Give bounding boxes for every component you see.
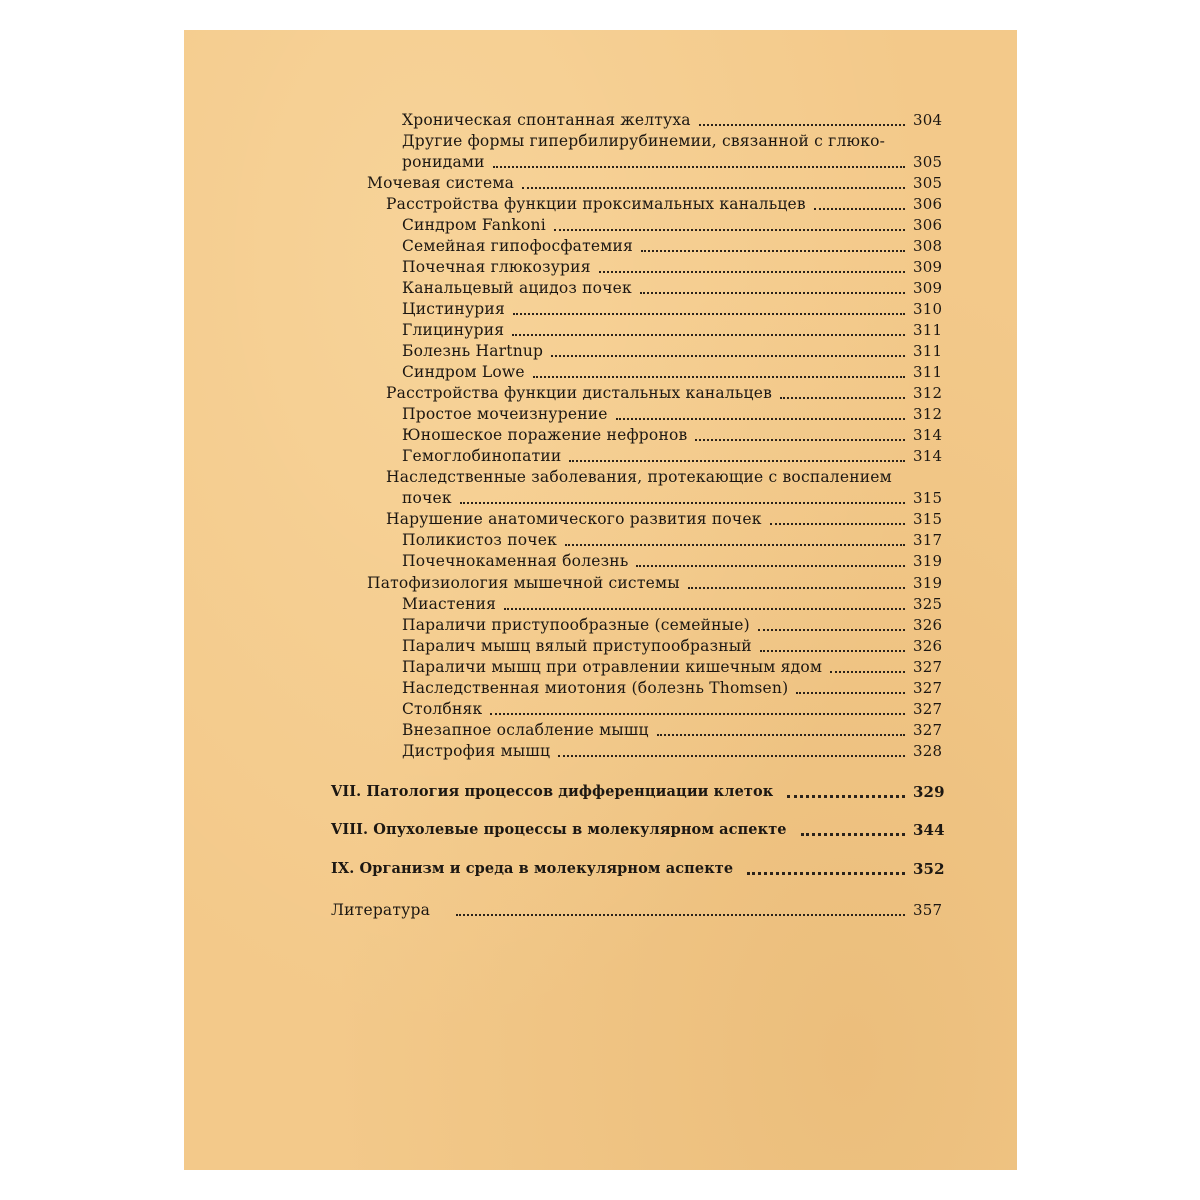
dot-leader bbox=[796, 691, 905, 694]
toc-entry-title: ронидами bbox=[402, 153, 485, 171]
toc-entry-title: Наследственные заболевания, протекающие с воспалением bbox=[386, 468, 892, 486]
dot-leader bbox=[533, 375, 905, 378]
toc-entry-page: 305 bbox=[913, 153, 943, 171]
toc-entry-title: Другие формы гипербилирубинемии, связанной с глюко- bbox=[402, 132, 886, 150]
toc-entry-page: 325 bbox=[913, 595, 943, 613]
dot-leader bbox=[801, 832, 905, 836]
toc-entry bbox=[402, 152, 949, 172]
toc-entry-title: Канальцевый ацидоз почек bbox=[402, 279, 632, 297]
toc-entry-page: 326 bbox=[913, 637, 943, 655]
table-of-contents bbox=[184, 30, 1017, 1170]
dot-leader bbox=[699, 123, 905, 126]
toc-entry-title: Простое мочеизнурение bbox=[402, 405, 608, 423]
toc-entry bbox=[402, 341, 949, 361]
toc-references bbox=[331, 900, 949, 920]
toc-entry bbox=[402, 320, 949, 340]
dot-leader bbox=[688, 586, 905, 589]
toc-entry bbox=[402, 678, 949, 698]
dot-leader bbox=[657, 733, 905, 736]
dot-leader bbox=[599, 270, 905, 273]
toc-references-page: 357 bbox=[913, 901, 943, 919]
toc-entry-title: Наследственная миотония (болезнь Thomsen) bbox=[402, 679, 789, 697]
toc-chapter bbox=[331, 859, 949, 879]
toc-entry-title: Цистинурия bbox=[402, 300, 505, 318]
toc-entry-title: Миастения bbox=[402, 595, 497, 613]
dot-leader bbox=[780, 396, 905, 399]
dot-leader bbox=[554, 228, 905, 231]
toc-entry-page: 314 bbox=[913, 426, 943, 444]
toc-entry-page: 327 bbox=[913, 658, 943, 676]
toc-entry bbox=[402, 215, 949, 235]
toc-entry-title: Дистрофия мышц bbox=[402, 742, 551, 760]
toc-entry-title: Расстройства функции проксимальных канальцев bbox=[386, 195, 806, 213]
toc-entry-page: 328 bbox=[913, 742, 943, 760]
toc-entry-title: Поликистоз почек bbox=[402, 531, 557, 549]
dot-leader bbox=[493, 165, 905, 168]
toc-chapter bbox=[331, 782, 949, 802]
toc-entry-title: Внезапное ослабление мышц bbox=[402, 721, 649, 739]
toc-entry bbox=[402, 594, 949, 614]
toc-entry-title: Хроническая спонтанная желтуха bbox=[402, 111, 691, 129]
toc-entry-title: Мочевая система bbox=[367, 174, 515, 192]
toc-chapter-page: 344 bbox=[913, 821, 945, 839]
toc-entry-page: 315 bbox=[913, 489, 943, 507]
toc-chapter-title: VIII. Опухолевые процессы в молекулярном аспекте bbox=[331, 821, 787, 838]
toc-entry bbox=[402, 236, 949, 256]
toc-chapter-page: 352 bbox=[913, 860, 945, 878]
toc-entry bbox=[402, 720, 949, 740]
toc-entry-page: 312 bbox=[913, 405, 943, 423]
toc-entry bbox=[386, 467, 949, 487]
toc-entry-page: 327 bbox=[913, 700, 943, 718]
toc-entry-page: 315 bbox=[913, 510, 943, 528]
toc-references-title: Литература bbox=[331, 901, 431, 919]
dot-leader bbox=[558, 754, 905, 757]
toc-entry bbox=[386, 383, 949, 403]
toc-entry-title: Синдром Lowe bbox=[402, 363, 525, 381]
toc-entry-page: 304 bbox=[913, 111, 943, 129]
dot-leader bbox=[460, 501, 905, 504]
dot-leader bbox=[830, 670, 905, 673]
dot-leader bbox=[695, 438, 905, 441]
toc-entry-title: Паралич мышц вялый приступообразный bbox=[402, 637, 752, 655]
toc-entry bbox=[402, 446, 949, 466]
dot-leader bbox=[814, 207, 905, 210]
dot-leader bbox=[522, 186, 905, 189]
toc-entry bbox=[402, 657, 949, 677]
dot-leader bbox=[636, 564, 905, 567]
dot-leader bbox=[551, 354, 905, 357]
toc-entry bbox=[402, 741, 949, 761]
dot-leader bbox=[616, 417, 905, 420]
dot-leader bbox=[569, 459, 905, 462]
dot-leader bbox=[787, 794, 905, 798]
toc-entry bbox=[402, 425, 949, 445]
toc-entry-page: 309 bbox=[913, 258, 943, 276]
toc-entry bbox=[367, 173, 949, 193]
toc-chapter bbox=[331, 820, 949, 840]
dot-leader bbox=[504, 607, 905, 610]
toc-entry-page: 327 bbox=[913, 721, 943, 739]
toc-entry bbox=[386, 509, 949, 529]
toc-entry bbox=[402, 362, 949, 382]
dot-leader bbox=[760, 649, 905, 652]
toc-entry-title: Нарушение анатомического развития почек bbox=[386, 510, 762, 528]
toc-entry-page: 314 bbox=[913, 447, 943, 465]
toc-entry-page: 310 bbox=[913, 300, 943, 318]
toc-entry-title: Семейная гипофосфатемия bbox=[402, 237, 634, 255]
toc-entry-title: Синдром Fankoni bbox=[402, 216, 546, 234]
toc-entry bbox=[402, 257, 949, 277]
toc-entry-title: Параличи приступообразные (семейные) bbox=[402, 616, 750, 634]
toc-entry-page: 312 bbox=[913, 384, 943, 402]
toc-chapter-page: 329 bbox=[913, 783, 945, 801]
dot-leader bbox=[640, 291, 905, 294]
dot-leader bbox=[758, 628, 905, 631]
dot-leader bbox=[565, 543, 905, 546]
toc-entry bbox=[402, 615, 949, 635]
toc-entry-title: почек bbox=[402, 489, 452, 507]
toc-entry bbox=[402, 551, 949, 571]
dot-leader bbox=[641, 249, 905, 252]
toc-entry bbox=[367, 573, 949, 593]
toc-entry-page: 306 bbox=[913, 216, 943, 234]
toc-entry-page: 317 bbox=[913, 531, 943, 549]
toc-entry-page: 326 bbox=[913, 616, 943, 634]
dot-leader bbox=[456, 913, 905, 916]
toc-entry-page: 311 bbox=[913, 342, 943, 360]
toc-chapter-title: VII. Патология процессов дифференциации клеток bbox=[331, 783, 774, 800]
toc-entry bbox=[402, 299, 949, 319]
toc-entry bbox=[402, 530, 949, 550]
toc-entry bbox=[386, 194, 949, 214]
toc-entry-title: Юношеское поражение нефронов bbox=[402, 426, 688, 444]
toc-entry-title: Патофизиология мышечной системы bbox=[367, 574, 680, 592]
toc-entry bbox=[402, 131, 949, 151]
toc-entry-page: 319 bbox=[913, 574, 943, 592]
dot-leader bbox=[893, 146, 905, 147]
toc-entry-title: Столбняк bbox=[402, 700, 483, 718]
dot-leader bbox=[512, 333, 905, 336]
toc-entry-page: 306 bbox=[913, 195, 943, 213]
toc-entry-title: Глицинурия bbox=[402, 321, 505, 339]
toc-entry bbox=[402, 278, 949, 298]
dot-leader bbox=[490, 712, 905, 715]
dot-leader bbox=[900, 482, 910, 483]
toc-entry-page: 311 bbox=[913, 363, 943, 381]
toc-entry-title: Параличи мышц при отравлении кишечным ядом bbox=[402, 658, 823, 676]
dot-leader bbox=[747, 871, 905, 875]
toc-entry-page: 309 bbox=[913, 279, 943, 297]
toc-entry-title: Гемоглобинопатии bbox=[402, 447, 562, 465]
toc-entry-page: 319 bbox=[913, 552, 943, 570]
toc-entry-page: 308 bbox=[913, 237, 943, 255]
toc-chapter-title: IX. Организм и среда в молекулярном аспекте bbox=[331, 860, 734, 877]
toc-entry bbox=[402, 488, 949, 508]
toc-entry bbox=[402, 110, 949, 130]
dot-leader bbox=[513, 312, 905, 315]
toc-entry bbox=[402, 636, 949, 656]
book-page bbox=[184, 30, 1017, 1170]
toc-entry-page: 327 bbox=[913, 679, 943, 697]
toc-entry-title: Расстройства функции дистальных канальцев bbox=[386, 384, 773, 402]
toc-entry-title: Болезнь Hartnup bbox=[402, 342, 544, 360]
toc-entry-page: 305 bbox=[913, 174, 943, 192]
toc-entry-title: Почечная глюкозурия bbox=[402, 258, 591, 276]
toc-entry-title: Почечнокаменная болезнь bbox=[402, 552, 629, 570]
toc-entry bbox=[402, 404, 949, 424]
toc-entry bbox=[402, 699, 949, 719]
dot-leader bbox=[770, 522, 905, 525]
toc-entry-page: 311 bbox=[913, 321, 943, 339]
